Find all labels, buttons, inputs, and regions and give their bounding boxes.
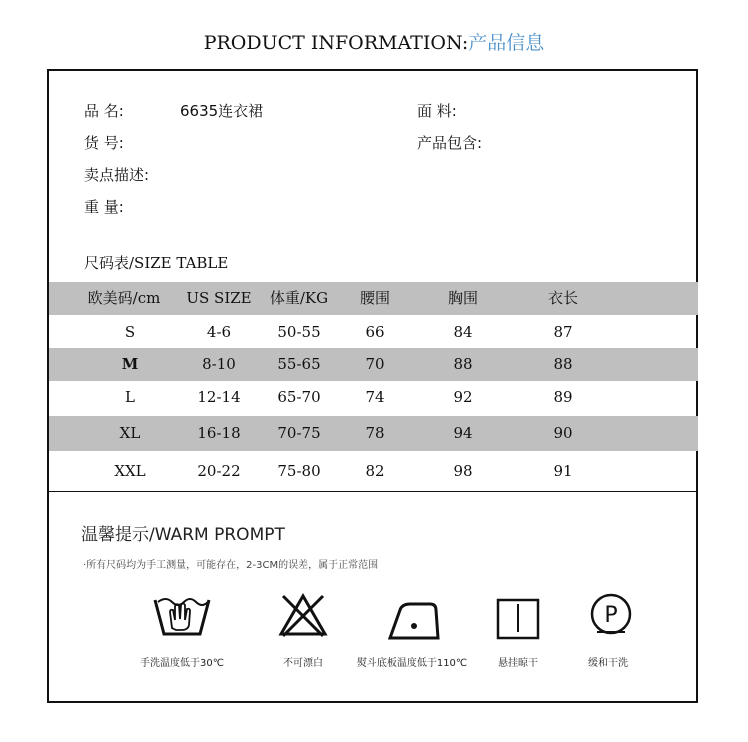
table-cell: 65-70 [277, 388, 321, 406]
size-table-title: 尺码表/SIZE TABLE [84, 254, 229, 272]
table-cell: 88 [553, 355, 573, 373]
table-row [49, 455, 698, 488]
table-cell: S [124, 323, 136, 341]
hand-wash-label: 手洗温度低于30℃ [140, 658, 224, 669]
title-en: PRODUCT INFORMATION: [203, 32, 469, 54]
table-header-cell: 胸围 [447, 289, 478, 307]
table-row [49, 381, 698, 414]
section-divider [49, 491, 698, 492]
table-cell: 91 [553, 462, 573, 480]
table-cell: 90 [553, 424, 573, 442]
svg-text:P: P [604, 603, 618, 628]
table-header-cell: 体重/KG [269, 289, 329, 307]
no-bleach-label: 不可漂白 [283, 658, 323, 669]
hand-wash-icon [152, 592, 212, 642]
table-cell: 20-22 [197, 462, 241, 480]
table-cell: 78 [365, 424, 385, 442]
name-label: 品 名: [84, 102, 124, 120]
package-label: 产品包含: [417, 134, 483, 152]
table-cell: 98 [453, 462, 473, 480]
table-header-cell: US SIZE [186, 289, 252, 307]
table-cell: 82 [365, 462, 385, 480]
table-header-cell: 欧美码/cm [87, 289, 161, 307]
table-cell: 88 [453, 355, 473, 373]
table-cell: 4-6 [206, 323, 232, 341]
table-cell: 12-14 [197, 388, 241, 406]
title-cn: 产品信息 [468, 32, 545, 54]
name-field [84, 100, 263, 121]
table-cell: XXL [114, 462, 146, 480]
table-cell: 92 [453, 388, 473, 406]
table-row [49, 348, 698, 381]
table-header-cell: 衣长 [547, 289, 578, 307]
table-cell: 70 [365, 355, 385, 373]
iron-low-icon [386, 598, 442, 642]
page-title [0, 28, 748, 55]
table-cell: 70-75 [277, 424, 321, 442]
iron-low-label: 熨斗底板温度低于110℃ [356, 658, 468, 669]
table-cell: 87 [553, 323, 573, 341]
warm-prompt-note: ·所有尺码均为手工测量，可能存在，2-3CM的误差，属于正常范围 [83, 560, 379, 571]
table-row [49, 416, 698, 451]
table-cell: 8-10 [202, 355, 236, 373]
name-value: 6635连衣裙 [180, 102, 264, 120]
hang-dry-icon [496, 598, 540, 640]
table-cell: 55-65 [277, 355, 321, 373]
selling-label: 卖点描述: [84, 166, 150, 184]
table-cell: 84 [453, 323, 473, 341]
table-header-row [49, 282, 698, 315]
table-row [49, 316, 698, 349]
table-cell: 66 [365, 323, 385, 341]
table-cell: 94 [453, 424, 473, 442]
material-label: 面 料: [417, 102, 457, 120]
table-cell: XL [119, 424, 141, 442]
no-bleach-icon [277, 590, 329, 640]
table-cell: 16-18 [197, 424, 241, 442]
table-cell: L [125, 388, 135, 406]
dry-clean-icon [589, 592, 633, 636]
table-cell: M [121, 355, 139, 373]
table-cell: 50-55 [277, 323, 321, 341]
table-header-cell: 腰围 [359, 289, 390, 307]
table-cell: 89 [553, 388, 573, 406]
warm-prompt-title: 温馨提示/WARM PROMPT [81, 525, 285, 545]
hang-dry-label: 悬挂晾干 [498, 658, 538, 669]
weight-label: 重 量: [84, 198, 124, 216]
table-cell: 75-80 [277, 462, 321, 480]
dry-clean-label: 缓和干洗 [588, 658, 628, 669]
item-no-label: 货 号: [84, 134, 124, 152]
table-cell: 74 [365, 388, 385, 406]
